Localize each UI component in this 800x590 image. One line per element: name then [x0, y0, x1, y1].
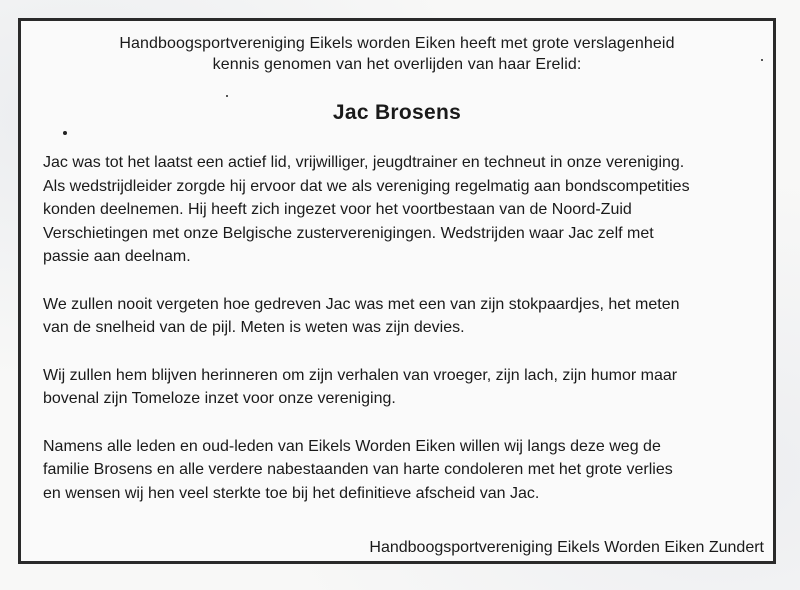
- paragraph-line: We zullen nooit vergeten hoe gedreven Jac was met een van zijn stokpaardjes, het meten: [43, 295, 680, 313]
- paragraph-line: Namens alle leden en oud-leden van Eikels Worden Eiken willen wij langs deze weg de: [43, 437, 661, 455]
- paragraph-line: en wensen wij hen veel sterkte toe bij het definitieve afscheid van Jac.: [43, 484, 540, 502]
- paragraph-1: [43, 151, 768, 269]
- print-speck: [226, 95, 228, 97]
- header-line-2: kennis genomen van het overlijden van haar Erelid:: [212, 56, 582, 73]
- paragraph-line: bovenal zijn Tomeloze inzet voor onze vereniging.: [43, 390, 396, 407]
- paragraph-line: familie Brosens en alle verdere nabestaanden van harte condoleren met het grote verlies: [43, 461, 673, 478]
- notice-header: [21, 33, 773, 75]
- print-speck: [761, 59, 763, 61]
- paragraph-line: Als wedstrijdleider zorgde hij ervoor dat we als vereniging regelmatig aan bondscompetities: [43, 177, 690, 195]
- paragraph-line: van de snelheid van de pijl. Meten is weten was zijn devies.: [43, 319, 465, 336]
- paragraph-line: Wij zullen hem blijven herinneren om zijn verhalen van vroeger, zijn lach, zijn humor maar: [43, 366, 678, 384]
- paragraph-line: passie aan deelnam.: [43, 248, 191, 265]
- obituary-notice: [18, 18, 776, 564]
- paragraph-3: [43, 364, 768, 411]
- deceased-name: Jac Brosens: [332, 101, 462, 124]
- paragraph-2: [43, 293, 768, 340]
- print-speck: [63, 131, 67, 135]
- paragraph-line: Verschietingen met onze Belgische zusterverenigingen. Wedstrijden waar Jac zelf met: [43, 224, 654, 242]
- paragraph-4: [43, 435, 768, 506]
- header-line-1: Handboogsportvereniging Eikels worden Eiken heeft met grote verslagenheid: [119, 35, 675, 52]
- paragraph-line: konden deelnemen. Hij heeft zich ingezet voor het voortbestaan van de Noord-Zuid: [43, 201, 632, 218]
- notice-signature: Handboogsportvereniging Eikels Worden Eiken Zundert: [369, 539, 764, 556]
- notice-body: [43, 151, 768, 529]
- paragraph-line: Jac was tot het laatst een actief lid, vrijwilliger, jeugdtrainer en techneut in onze vereniging.: [43, 154, 685, 171]
